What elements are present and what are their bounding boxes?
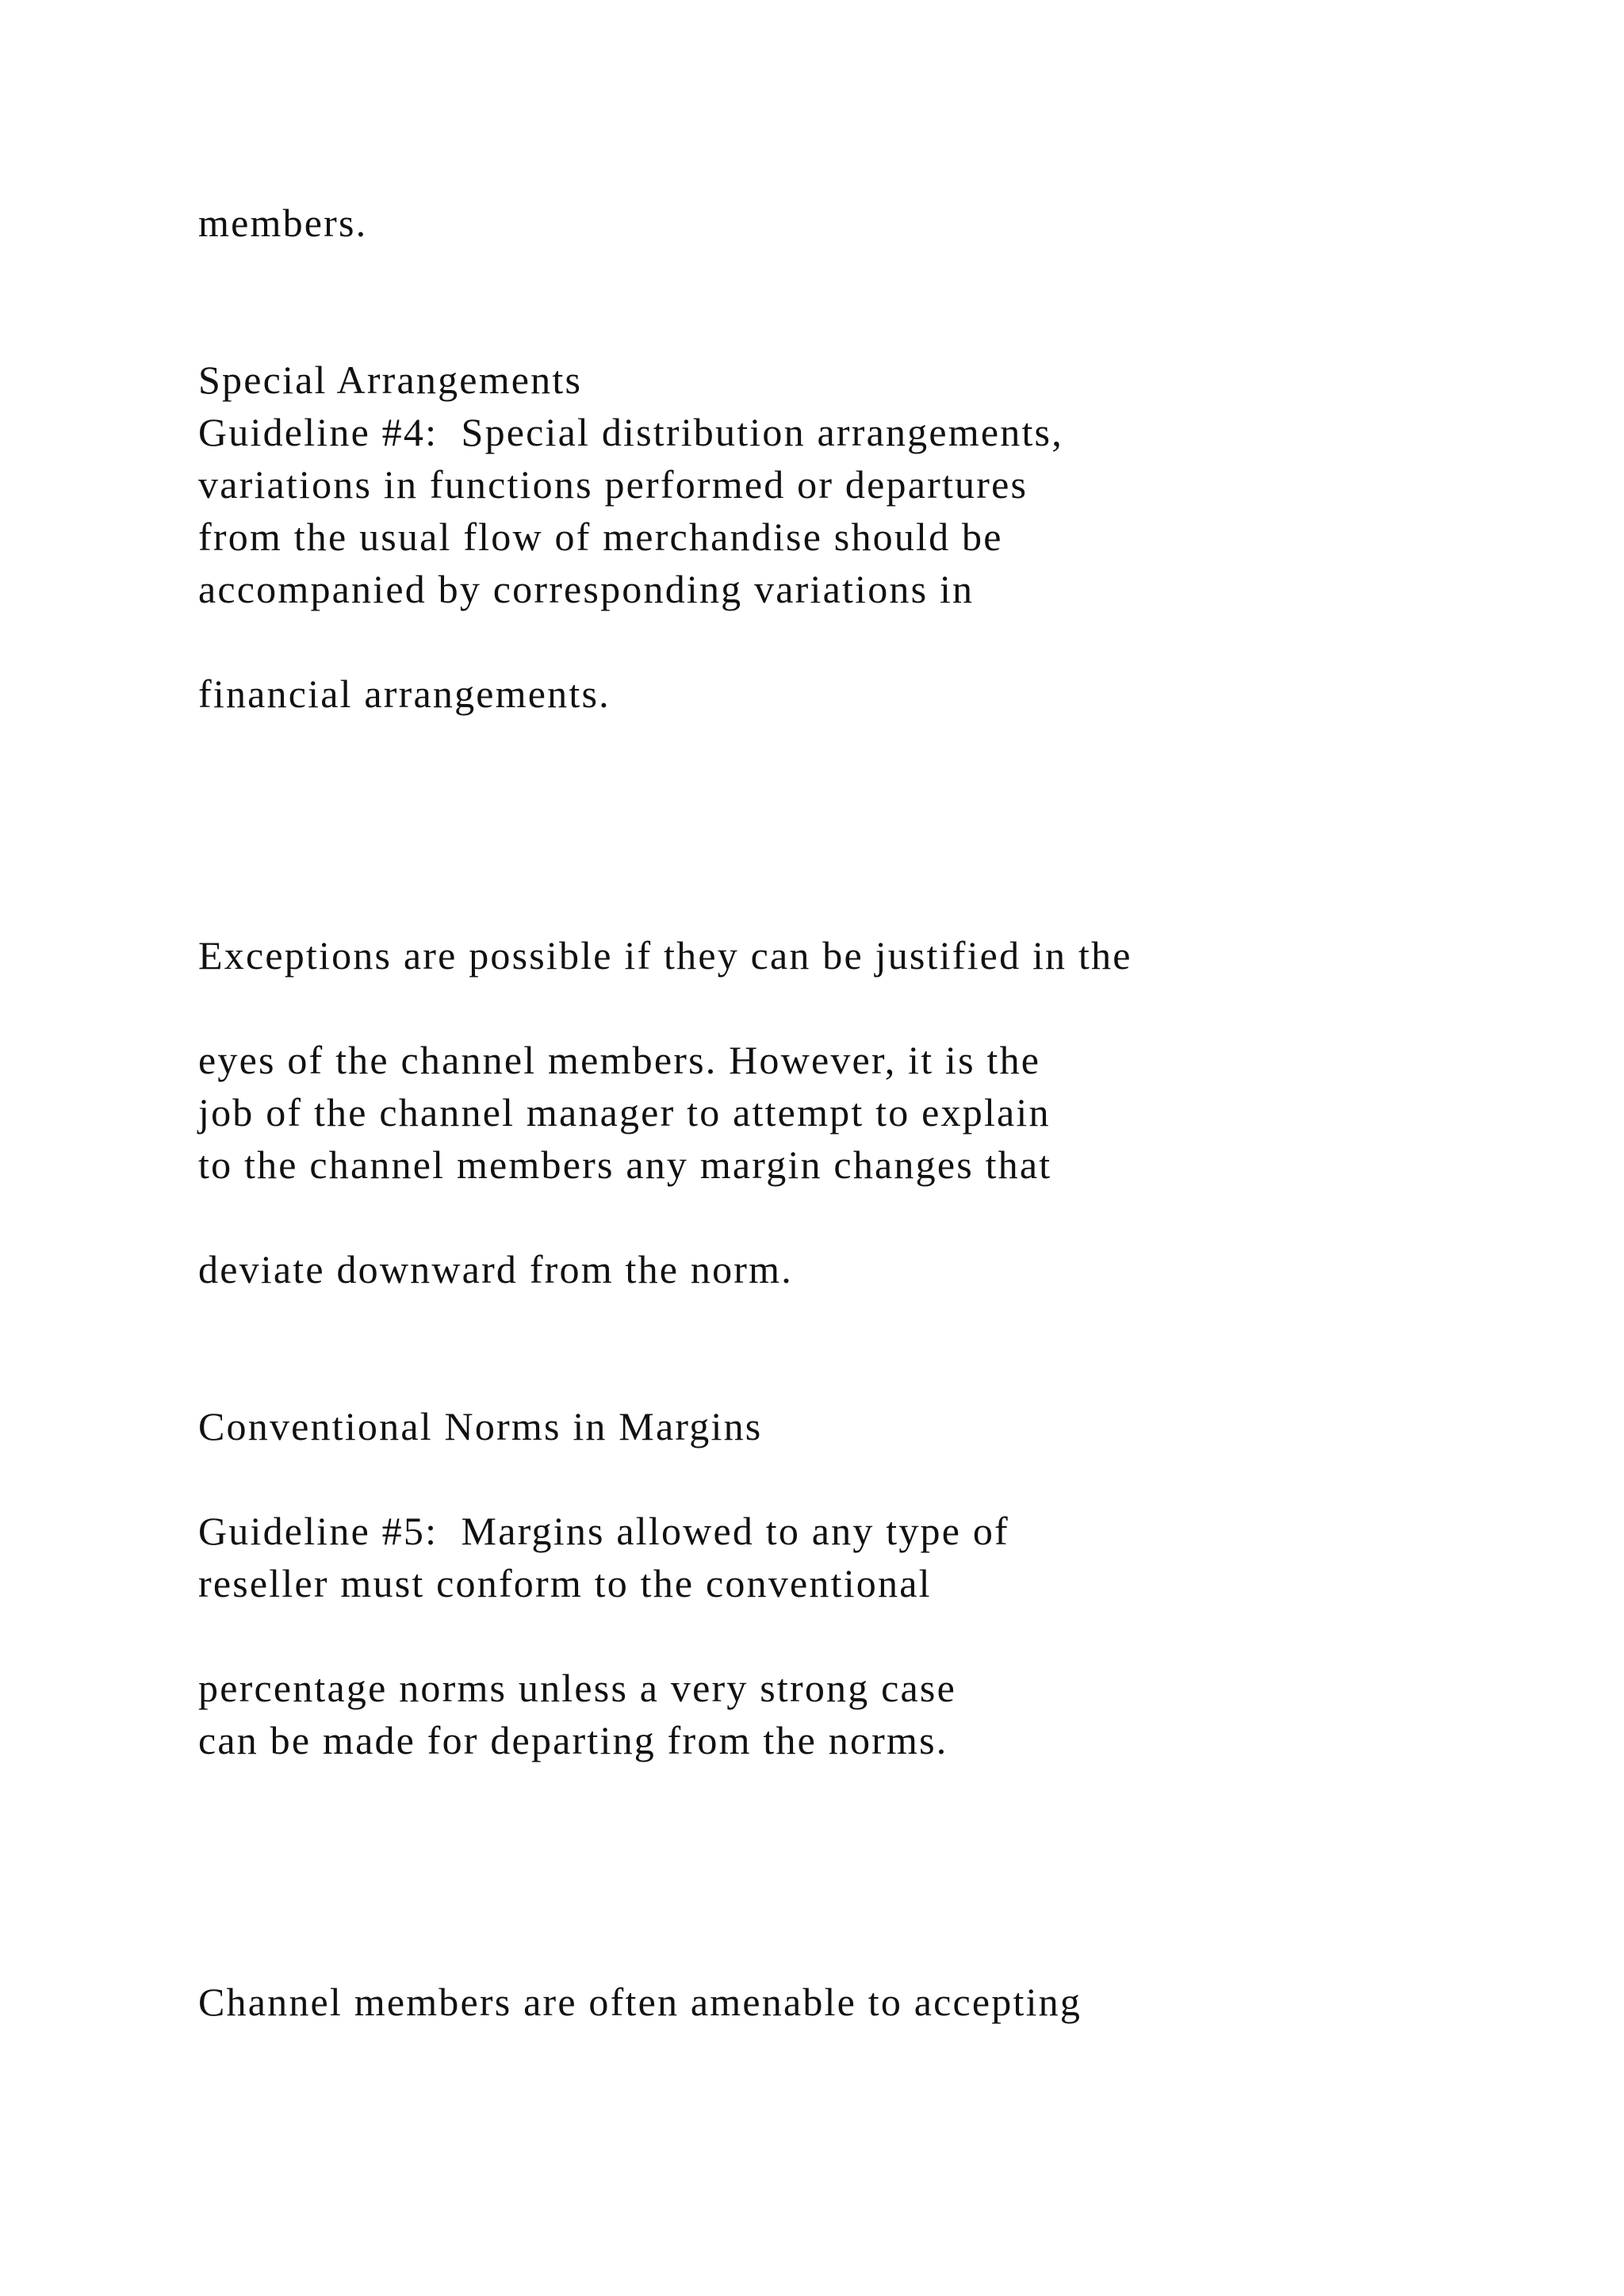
text-line: Guideline #5: Margins allowed to any type of bbox=[198, 1509, 1009, 1553]
text-line: to the channel members any margin changes that bbox=[198, 1142, 1052, 1187]
text-line: Exceptions are possible if they can be justified in the bbox=[198, 933, 1132, 978]
text-line: from the usual flow of merchandise should be bbox=[198, 515, 1003, 559]
text-line: accompanied by corresponding variations in bbox=[198, 567, 975, 611]
section-heading: Conventional Norms in Margins bbox=[198, 1404, 763, 1448]
section-heading: Special Arrangements bbox=[198, 358, 583, 402]
text-line: members. bbox=[198, 201, 368, 245]
text-line: eyes of the channel members. However, it is the bbox=[198, 1038, 1041, 1082]
text-line: percentage norms unless a very strong case bbox=[198, 1666, 956, 1710]
text-line: deviate downward from the norm. bbox=[198, 1247, 793, 1292]
text-line: financial arrangements. bbox=[198, 672, 611, 716]
text-line: Guideline #4: Special distribution arrangements, bbox=[198, 410, 1063, 454]
text-line: reseller must conform to the conventional bbox=[198, 1561, 932, 1605]
text-line: Channel members are often amenable to accepting bbox=[198, 1980, 1082, 2024]
text-line: variations in functions performed or departures bbox=[198, 462, 1028, 507]
text-line: can be made for departing from the norms. bbox=[198, 1718, 948, 1762]
text-line: job of the channel manager to attempt to explain bbox=[198, 1090, 1051, 1135]
